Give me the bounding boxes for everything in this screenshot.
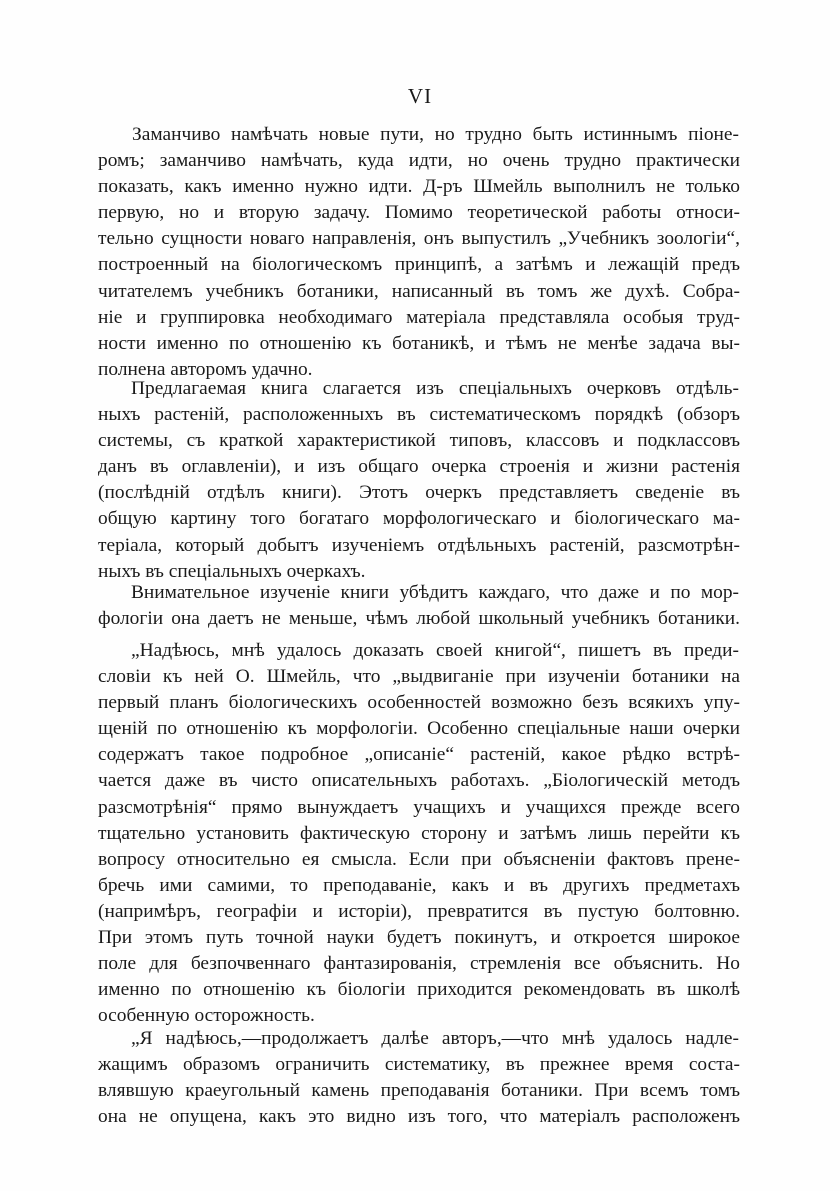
text-line: бречь ими самими, то преподаваніе, какъ и въ другихъ предметахъ — [98, 874, 740, 896]
text-line: Внимательное изученіе книги убѣдитъ каждаго, что даже и по мор- — [131, 582, 739, 603]
text-line: чается даже въ чисто описательныхъ работахъ. „Біологическій методъ — [98, 770, 740, 792]
text-line: Заманчиво намѣчать новые пути, но трудно быть истиннымъ піоне- — [132, 124, 739, 145]
text-line: общую картину того богатаго морфологическаго и біологическаго ма- — [98, 508, 740, 530]
text-line: разсмотрѣнія“ прямо вынуждаетъ учащихъ и учащихся прежде всего — [98, 796, 740, 818]
text-line: „Надѣюсь, мнѣ удалось доказать своей книгой“, пишетъ въ преди- — [131, 640, 739, 661]
text-line: Предлагаемая книга слагается изъ спеціальныхъ очерковъ отдѣль- — [131, 378, 739, 399]
paragraph-2 — [98, 376, 740, 585]
text-line: ніе и группировка необходимаго матеріала представляла особыя труд- — [98, 306, 740, 328]
text-line: данъ въ оглавленіи), и изъ общаго очерка строенія и жизни растенія — [98, 456, 740, 478]
text-line: теріала, который добытъ изученіемъ отдѣльныхъ растеній, разсмотрѣн- — [98, 534, 740, 556]
text-line: первый планъ біологическихъ особенностей возможно безъ всякихъ упу- — [98, 692, 740, 714]
text-line: щеній по отношенію къ морфологіи. Особенно спеціальные наши очерки — [98, 718, 740, 740]
text-line: При этомъ путь точной науки будетъ покинутъ, и откроется широкое — [98, 927, 740, 949]
text-line: особенную осторожность. — [98, 1005, 315, 1027]
page-number: VI — [407, 84, 433, 108]
text-line: ности именно по отношенію къ ботаникѣ, и тѣмъ не менѣе задача вы- — [98, 332, 740, 354]
paragraph-5 — [98, 1026, 740, 1130]
text-line: жащимъ образомъ ограничить систематику, въ прежнее время соста- — [98, 1054, 740, 1076]
text-line: ныхъ въ спеціальныхъ очеркахъ. — [98, 560, 366, 582]
text-line: вопросу относительно ея смысла. Если при объясненіи фактовъ прене- — [98, 848, 740, 870]
text-line: (послѣдній отдѣлъ книги). Этотъ очеркъ представляетъ сведеніе въ — [98, 482, 740, 504]
text-line: тщательно установить фактическую сторону и затѣмъ лишь перейти къ — [98, 822, 740, 844]
text-line: тельно сущности новаго направленія, онъ выпустилъ „Учебникъ зоологіи“, — [98, 228, 740, 250]
text-line: она не опущена, какъ это видно изъ того, что матеріалъ расположенъ — [98, 1106, 740, 1128]
text-line: показать, какъ именно нужно идти. Д-ръ Шмейль выполнилъ не только — [98, 176, 740, 198]
paragraph-4 — [98, 638, 740, 1029]
paragraph-1 — [98, 122, 740, 383]
text-line: словіи къ ней О. Шмейль, что „выдвиганіе при изученіи ботаники на — [98, 666, 740, 688]
text-line: именно по отношенію къ біологіи приходится рекомендовать въ школѣ — [98, 979, 740, 1001]
text-line: ныхъ растеній, расположенныхъ въ систематическомъ порядкѣ (обзоръ — [98, 404, 740, 426]
text-line: построенный на біологическомъ принципѣ, а затѣмъ и лежащій предъ — [98, 254, 740, 276]
text-line: ромъ; заманчиво намѣчать, куда идти, но очень трудно практически — [98, 150, 740, 172]
text-line: читателемъ учебникъ ботаники, написанный въ томъ же духѣ. Собра- — [98, 280, 740, 302]
text-line: первую, но и вторую задачу. Помимо теоретической работы относи- — [98, 202, 740, 224]
text-line: системы, съ краткой характеристикой типовъ, классовъ и подклассовъ — [98, 430, 740, 452]
text-line: содержатъ такое подробное „описаніе“ растеній, какое рѣдко встрѣ- — [98, 744, 740, 766]
text-line: „Я надѣюсь,—продолжаетъ далѣе авторъ,—что мнѣ удалось надле- — [131, 1028, 739, 1049]
text-line: (напримѣръ, географіи и исторіи), превратится въ пустую болтовню. — [98, 900, 740, 922]
text-line: влявшую краеугольный камень преподаванія ботаники. При всемъ томъ — [98, 1080, 740, 1102]
text-line: фологіи она даетъ не меньше, чѣмъ любой школьный учебникъ ботаники. — [98, 608, 740, 630]
text-line: полнена авторомъ удачно. — [98, 358, 313, 380]
text-line: поле для безпочвеннаго фантазированія, стремленія все объяснить. Но — [98, 953, 740, 975]
paragraph-3 — [98, 580, 740, 632]
